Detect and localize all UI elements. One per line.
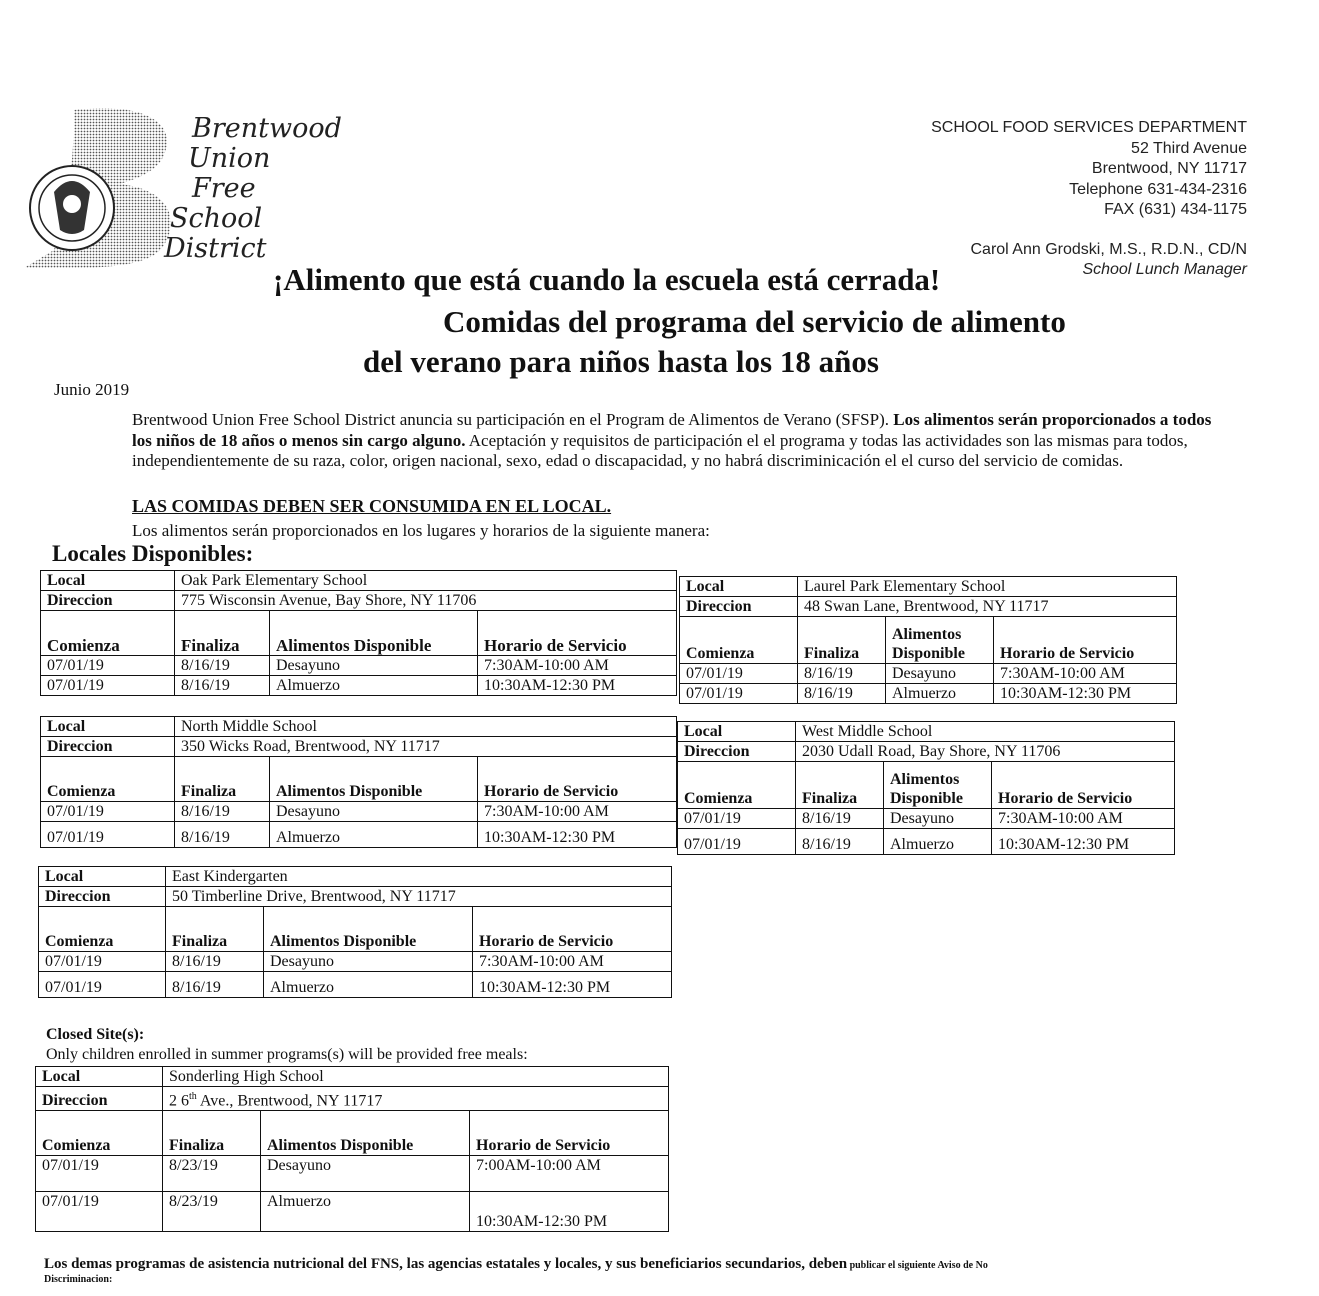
meal-type: Desayuno xyxy=(264,952,473,972)
district-name-line: Free xyxy=(192,173,256,204)
end-date: 8/23/19 xyxy=(163,1156,261,1192)
site-table xyxy=(677,721,1175,855)
meal-type: Desayuno xyxy=(884,809,992,829)
site-table xyxy=(38,866,672,998)
site-table xyxy=(40,570,677,696)
site-local-row xyxy=(39,867,672,887)
meal-type: Almuerzo xyxy=(261,1192,470,1232)
address-number: 2 6 xyxy=(169,1092,189,1110)
schedule-header-row xyxy=(680,617,1177,664)
site-name: East Kindergarten xyxy=(166,867,672,887)
intro-paragraph xyxy=(132,410,1212,472)
local-label: Local xyxy=(36,1067,163,1087)
footer-small-text: publicar el siguiente Aviso de No xyxy=(847,1260,988,1271)
site-local-row xyxy=(41,571,677,591)
site-local-row xyxy=(41,717,677,737)
alimentos-header-line: Disponible xyxy=(890,790,963,807)
direccion-label: Direccion xyxy=(678,742,796,762)
comienza-header: Comienza xyxy=(36,1111,163,1156)
site-address-row xyxy=(39,887,672,907)
footer-line-2: Discriminacion: xyxy=(44,1274,113,1285)
local-label: Local xyxy=(39,867,166,887)
local-label: Local xyxy=(678,722,796,742)
service-hours: 7:30AM-10:00 AM xyxy=(478,656,677,676)
meal-type: Almuerzo xyxy=(884,829,992,855)
site-name: North Middle School xyxy=(175,717,677,737)
end-date: 8/16/19 xyxy=(175,822,270,848)
end-date: 8/16/19 xyxy=(798,684,886,704)
site-name: West Middle School xyxy=(796,722,1175,742)
service-hours: 7:30AM-10:00 AM xyxy=(992,809,1175,829)
site-address-row xyxy=(41,591,677,611)
start-date: 07/01/19 xyxy=(680,684,798,704)
department-address: 52 Third Avenue xyxy=(1131,139,1247,157)
closed-sites-heading: Closed Site(s): xyxy=(46,1026,145,1043)
end-date: 8/23/19 xyxy=(163,1192,261,1232)
direccion-label: Direccion xyxy=(680,597,798,617)
site-address-row xyxy=(678,742,1175,762)
meal-type: Almuerzo xyxy=(886,684,994,704)
site-local-row xyxy=(678,722,1175,742)
manager-name: Carol Ann Grodski, M.S., R.D.N., CD/N xyxy=(970,240,1247,258)
finaliza-header: Finaliza xyxy=(798,617,886,664)
site-address: 2030 Udall Road, Bay Shore, NY 11706 xyxy=(796,742,1175,762)
schedule-header-row xyxy=(41,611,677,656)
site-address: 50 Timberline Drive, Brentwood, NY 11717 xyxy=(166,887,672,907)
alimentos-header-line: Alimentos xyxy=(892,626,962,643)
closed-sites-note: Only children enrolled in summer programs(s) will be provided free meals: xyxy=(46,1046,528,1063)
intro-text: Brentwood Union Free School District anuncia su participación en el Program de Alimentos de Verano (SFSP). xyxy=(132,410,894,429)
schedule-row xyxy=(680,684,1177,704)
consume-on-site-notice: LAS COMIDAS DEBEN SER CONSUMIDA EN EL LOCAL. xyxy=(132,496,612,516)
closed-site-table xyxy=(35,1066,669,1232)
site-address-row xyxy=(680,597,1177,617)
start-date: 07/01/19 xyxy=(41,822,175,848)
site-table xyxy=(679,576,1177,704)
schedule-row xyxy=(41,822,677,848)
start-date: 07/01/19 xyxy=(36,1156,163,1192)
meal-type: Almuerzo xyxy=(264,972,473,998)
schedule-header-row xyxy=(36,1111,669,1156)
schedule-row xyxy=(41,802,677,822)
alimentos-header-line: Disponible xyxy=(892,645,965,662)
site-address-row xyxy=(41,737,677,757)
district-name-line: Union xyxy=(188,143,271,174)
end-date: 8/16/19 xyxy=(796,829,884,855)
comienza-header: Comienza xyxy=(680,617,798,664)
local-label: Local xyxy=(41,717,175,737)
finaliza-header: Finaliza xyxy=(163,1111,261,1156)
schedule-header-row xyxy=(678,762,1175,809)
direccion-label: Direccion xyxy=(41,591,175,611)
schedule-header-row xyxy=(39,907,672,952)
alimentos-header: Alimentos Disponible xyxy=(270,757,478,802)
meal-type: Desayuno xyxy=(261,1156,470,1192)
address-ordinal: th xyxy=(189,1091,197,1102)
end-date: 8/16/19 xyxy=(796,809,884,829)
manager-title: School Lunch Manager xyxy=(1082,261,1247,278)
service-hours: 7:30AM-10:00 AM xyxy=(994,664,1177,684)
horario-header: Horario de Servicio xyxy=(470,1111,669,1156)
district-name-line: School xyxy=(170,203,263,234)
title-line-1: ¡Alimento que está cuando la escuela está cerrada! xyxy=(273,262,941,297)
schedule-row xyxy=(39,952,672,972)
finaliza-header: Finaliza xyxy=(175,611,270,656)
start-date: 07/01/19 xyxy=(678,809,796,829)
alimentos-header: Alimentos Disponible xyxy=(264,907,473,952)
service-hours: 10:30AM-12:30 PM xyxy=(473,972,672,998)
comienza-header: Comienza xyxy=(678,762,796,809)
service-hours: 7:00AM-10:00 AM xyxy=(470,1156,669,1192)
comienza-header: Comienza xyxy=(41,611,175,656)
start-date: 07/01/19 xyxy=(36,1192,163,1232)
site-address: 350 Wicks Road, Brentwood, NY 11717 xyxy=(175,737,677,757)
department-name: SCHOOL FOOD SERVICES DEPARTMENT xyxy=(931,119,1247,136)
department-telephone: Telephone 631-434-2316 xyxy=(1069,180,1247,198)
direccion-label: Direccion xyxy=(36,1087,163,1111)
site-table xyxy=(40,716,677,848)
end-date: 8/16/19 xyxy=(166,952,264,972)
service-hours: 7:30AM-10:00 AM xyxy=(473,952,672,972)
direccion-label: Direccion xyxy=(39,887,166,907)
site-local-row xyxy=(680,577,1177,597)
footer-text: Los demas programas de asistencia nutricional del FNS, las agencias estatales y locales, y sus beneficiarios secundarios, deben xyxy=(44,1256,848,1272)
district-logo xyxy=(14,100,184,272)
comienza-header: Comienza xyxy=(41,757,175,802)
department-city: Brentwood, NY 11717 xyxy=(1091,160,1247,177)
intro-schedule-note: Los alimentos serán proporcionados en los lugares y horarios de la siguiente manera: xyxy=(132,521,710,540)
department-fax: FAX (631) 434-1175 xyxy=(1104,201,1247,218)
end-date: 8/16/19 xyxy=(175,802,270,822)
title-line-3: del verano para niños hasta los 18 años xyxy=(363,344,879,379)
locations-heading: Locales Disponibles: xyxy=(52,541,254,566)
service-hours: 10:30AM-12:30 PM xyxy=(992,829,1175,855)
end-date: 8/16/19 xyxy=(166,972,264,998)
site-name: Laurel Park Elementary School xyxy=(798,577,1177,597)
service-hours: 7:30AM-10:00 AM xyxy=(478,802,677,822)
intro-text-continued: Aceptación y requisitos de participación el el programa y todas las actividades son las mismas para todos, independientemente de su raza, color, origen nacional, sexo, edad o discapacidad, y no habrá discriminicación el el curso del servicio de comidas. xyxy=(132,430,1188,470)
address-rest: Ave., Brentwood, NY 11717 xyxy=(196,1092,383,1110)
alimentos-header xyxy=(886,617,994,664)
service-hours: 10:30AM-12:30 PM xyxy=(478,822,677,848)
start-date: 07/01/19 xyxy=(39,952,166,972)
schedule-row xyxy=(680,664,1177,684)
meal-type: Desayuno xyxy=(270,656,478,676)
site-name: Sonderling High School xyxy=(163,1067,669,1087)
comienza-header: Comienza xyxy=(39,907,166,952)
horario-header: Horario de Servicio xyxy=(994,617,1177,664)
site-name: Oak Park Elementary School xyxy=(175,571,677,591)
end-date: 8/16/19 xyxy=(175,656,270,676)
start-date: 07/01/19 xyxy=(41,676,175,696)
district-name-line: Brentwood xyxy=(192,113,342,144)
meal-type: Almuerzo xyxy=(270,822,478,848)
service-hours: 10:30AM-12:30 PM xyxy=(994,684,1177,704)
alimentos-header: Alimentos Disponible xyxy=(270,611,478,656)
alimentos-header: Alimentos Disponible xyxy=(261,1111,470,1156)
schedule-row xyxy=(41,656,677,676)
horario-header: Horario de Servicio xyxy=(478,757,677,802)
district-logo-graphic xyxy=(14,100,184,272)
schedule-row xyxy=(678,809,1175,829)
meal-type: Desayuno xyxy=(886,664,994,684)
meal-type: Desayuno xyxy=(270,802,478,822)
district-name xyxy=(164,113,342,264)
district-name-line: District xyxy=(164,233,267,264)
start-date: 07/01/19 xyxy=(680,664,798,684)
meal-type: Almuerzo xyxy=(270,676,478,696)
start-date: 07/01/19 xyxy=(678,829,796,855)
site-local-row xyxy=(36,1067,669,1087)
schedule-row xyxy=(41,676,677,696)
schedule-row xyxy=(36,1192,669,1232)
schedule-header-row xyxy=(41,757,677,802)
direccion-label: Direccion xyxy=(41,737,175,757)
horario-header: Horario de Servicio xyxy=(473,907,672,952)
site-address: 48 Swan Lane, Brentwood, NY 11717 xyxy=(798,597,1177,617)
footer-notice xyxy=(44,1256,1244,1286)
schedule-row xyxy=(36,1156,669,1192)
site-address-row xyxy=(36,1087,669,1111)
local-label: Local xyxy=(680,577,798,597)
schedule-row xyxy=(678,829,1175,855)
start-date: 07/01/19 xyxy=(39,972,166,998)
alimentos-header-line: Alimentos xyxy=(890,771,960,788)
horario-header: Horario de Servicio xyxy=(478,611,677,656)
intro-emphasis: Los alimentos serán proporcionados a todos los niños de 18 años o menos sin cargo alguno. xyxy=(132,410,1212,450)
end-date: 8/16/19 xyxy=(175,676,270,696)
alimentos-header xyxy=(884,762,992,809)
service-hours: 10:30AM-12:30 PM xyxy=(470,1192,669,1232)
end-date: 8/16/19 xyxy=(798,664,886,684)
department-contact xyxy=(931,118,1247,281)
service-hours: 10:30AM-12:30 PM xyxy=(478,676,677,696)
start-date: 07/01/19 xyxy=(41,802,175,822)
horario-header: Horario de Servicio xyxy=(992,762,1175,809)
finaliza-header: Finaliza xyxy=(796,762,884,809)
start-date: 07/01/19 xyxy=(41,656,175,676)
site-address: 775 Wisconsin Avenue, Bay Shore, NY 11706 xyxy=(175,591,677,611)
schedule-row xyxy=(39,972,672,998)
site-address xyxy=(163,1087,669,1111)
finaliza-header: Finaliza xyxy=(166,907,264,952)
title-line-2: Comidas del programa del servicio de alimento xyxy=(443,304,1066,339)
finaliza-header: Finaliza xyxy=(175,757,270,802)
local-label: Local xyxy=(41,571,175,591)
document-date: Junio 2019 xyxy=(54,380,130,399)
